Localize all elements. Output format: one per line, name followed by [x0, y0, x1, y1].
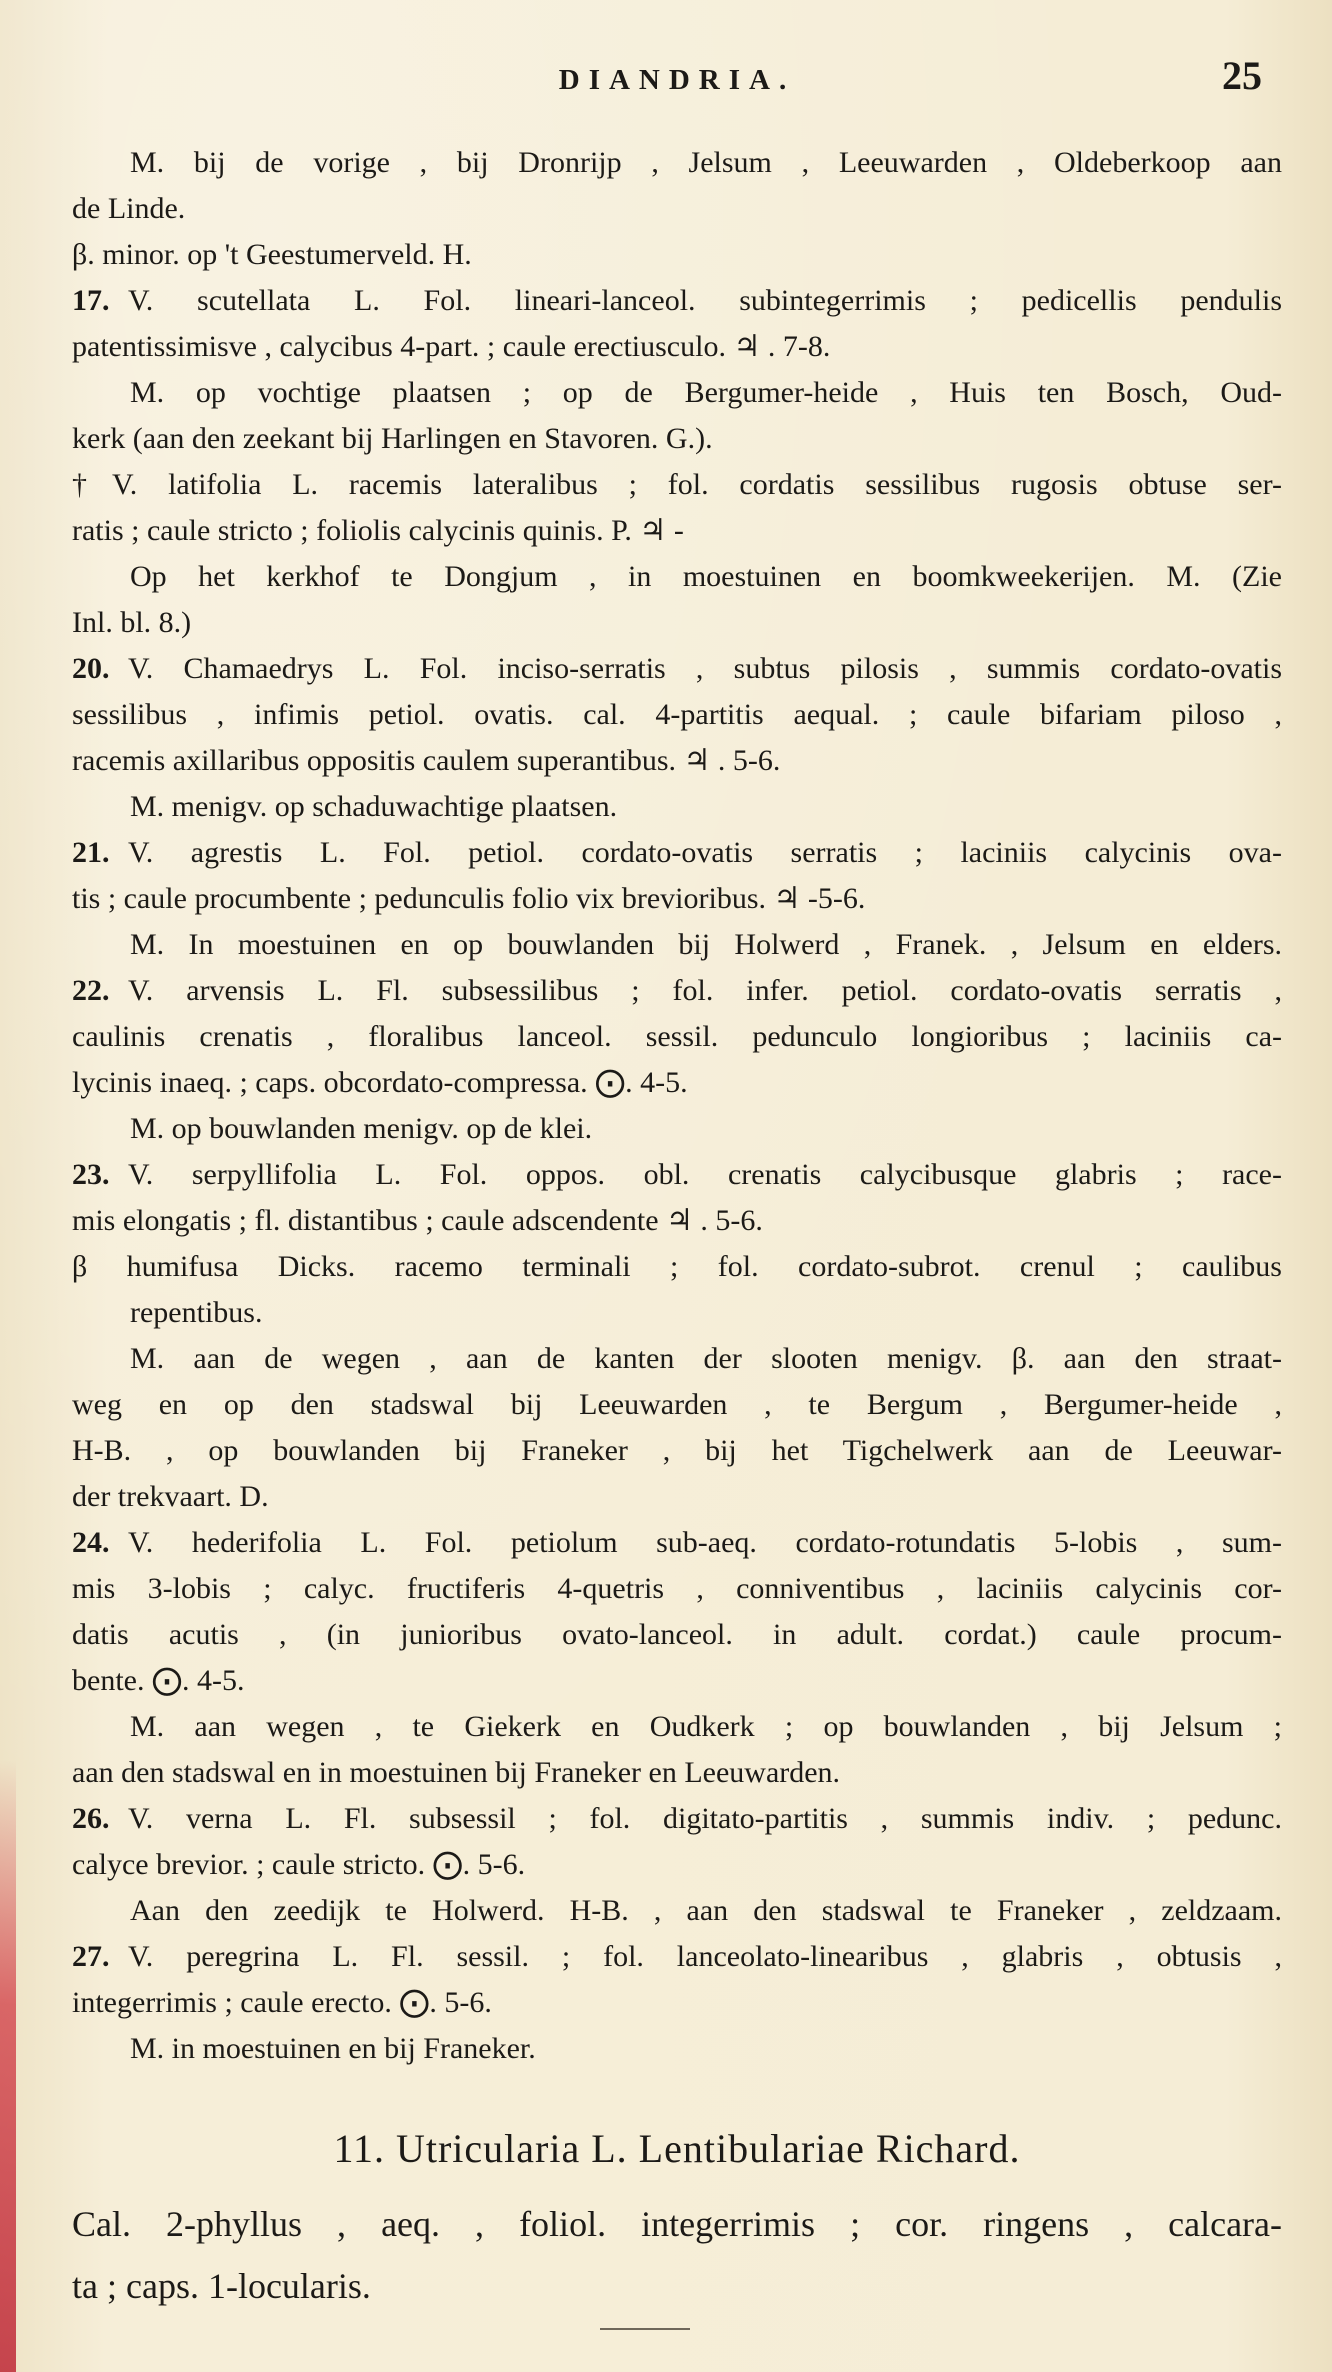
- text-line: [72, 1708, 1282, 1746]
- text-line: [72, 1800, 1282, 1838]
- line-text: aan den stadswal en in moestuinen bij Franeker en Leeuwarden.: [72, 1756, 841, 1789]
- text-line: [72, 1294, 1282, 1332]
- line-text: patentissimisve , calycibus 4-part. ; caule erectiusculo. ♃ . 7-8.: [72, 330, 831, 363]
- text-line: [72, 1202, 1282, 1240]
- text-line: [72, 144, 1282, 182]
- running-title: DIANDRIA.: [558, 64, 796, 96]
- line-text: caulinis crenatis , floralibus lanceol. sessil. pedunculo longioribus ; laciniis ca-: [72, 1020, 1282, 1053]
- text-line: [72, 190, 1282, 228]
- text-line: [72, 1432, 1282, 1470]
- text-line: [72, 1754, 1282, 1792]
- line-text: V. verna L. Fl. subsessil ; fol. digitato-partitis , summis indiv. ; pedunc.: [128, 1802, 1282, 1835]
- genus-heading: 11. Utricularia L. Lentibulariae Richard.: [333, 2126, 1021, 2171]
- line-text: tis ; caule procumbente ; pedunculis folio vix brevioribus. ♃ -5-6.: [72, 882, 866, 915]
- line-text: H-B. , op bouwlanden bij Franeker , bij het Tigchelwerk aan de Leeuwar-: [72, 1434, 1282, 1467]
- text-line: [72, 1340, 1282, 1378]
- line-text: M. in moestuinen en bij Franeker.: [130, 2032, 536, 2065]
- entry-number: 24.: [72, 1526, 110, 1559]
- text-line: [72, 880, 1282, 918]
- text-line: [72, 1984, 1282, 2022]
- line-text: der trekvaart. D.: [72, 1480, 269, 1513]
- text-line: [72, 604, 1282, 642]
- text-line: [72, 834, 1282, 872]
- text-body: [72, 144, 1282, 2068]
- text-line: [72, 788, 1282, 826]
- line-text: V. scutellata L. Fol. lineari-lanceol. subintegerrimis ; pedicellis pendulis: [128, 284, 1282, 317]
- line-text: integerrimis ; caule erecto. ⨀. 5-6.: [72, 1986, 492, 2019]
- line-text: ratis ; caule stricto ; foliolis calycinis quinis. P. ♃ -: [72, 514, 684, 547]
- text-line: [72, 558, 1282, 596]
- line-text: M. menigv. op schaduwachtige plaatsen.: [130, 790, 618, 823]
- text-line: [72, 1524, 1282, 1562]
- page-number: 25: [1222, 53, 1262, 98]
- text-line: [72, 926, 1282, 964]
- line-text: bente. ⨀. 4-5.: [72, 1664, 245, 1697]
- line-text: M. aan wegen , te Giekerk en Oudkerk ; op bouwlanden , bij Jelsum ;: [130, 1710, 1282, 1743]
- line-text: sessilibus , infimis petiol. ovatis. cal. 4-partitis aequal. ; caule bifariam piloso ,: [72, 698, 1282, 731]
- text-line: [72, 1478, 1282, 1516]
- text-line: [72, 1616, 1282, 1654]
- text-line: [72, 1248, 1282, 1286]
- line-text: V. latifolia L. racemis lateralibus ; fol. cordatis sessilibus rugosis obtuse ser-: [112, 468, 1282, 501]
- text-line: [72, 466, 1282, 504]
- line-text: mis elongatis ; fl. distantibus ; caule adscendente ♃ . 5-6.: [72, 1204, 763, 1237]
- line-text: kerk (aan den zeekant bij Harlingen en Stavoren. G.).: [72, 422, 713, 455]
- line-text: V. serpyllifolia L. Fol. oppos. obl. crenatis calycibusque glabris ; race-: [128, 1158, 1282, 1191]
- line-text: Inl. bl. 8.): [72, 606, 192, 639]
- line-text: weg en op den stadswal bij Leeuwarden , te Bergum , Bergumer-heide ,: [72, 1388, 1282, 1421]
- line-text: Op het kerkhof te Dongjum , in moestuinen en boomkweekerijen. M. (Zie: [130, 560, 1282, 593]
- line-text: M. In moestuinen en op bouwlanden bij Holwerd , Franek. , Jelsum en elders.: [130, 928, 1282, 961]
- entry-number: 22.: [72, 974, 110, 1007]
- text-line: [72, 1018, 1282, 1056]
- text-line: [72, 1938, 1282, 1976]
- text-line: [72, 1386, 1282, 1424]
- text-line: [72, 1846, 1282, 1884]
- text-line: [72, 1156, 1282, 1194]
- genus-description-line-1: Cal. 2-phyllus , aeq. , foliol. integerrimis ; cor. ringens , calcara-: [72, 2204, 1282, 2244]
- footer-rule: [600, 2328, 690, 2330]
- text-line: [72, 1064, 1282, 1102]
- line-text: M. op vochtige plaatsen ; op de Bergumer-heide , Huis ten Bosch, Oud-: [130, 376, 1282, 409]
- text-line: [72, 374, 1282, 412]
- line-text: datis acutis , (in junioribus ovato-lanceol. in adult. cordat.) caule procum-: [72, 1618, 1282, 1651]
- line-text: V. agrestis L. Fol. petiol. cordato-ovatis serratis ; laciniis calycinis ova-: [128, 836, 1282, 869]
- text-line: [72, 282, 1282, 320]
- line-text: M. aan de wegen , aan de kanten der slooten menigv. β. aan den straat-: [130, 1342, 1282, 1375]
- line-text: V. Chamaedrys L. Fol. inciso-serratis , subtus pilosis , summis cordato-ovatis: [128, 652, 1282, 685]
- line-text: β humifusa Dicks. racemo terminali ; fol. cordato-subrot. crenul ; caulibus: [72, 1250, 1282, 1283]
- line-text: V. arvensis L. Fl. subsessilibus ; fol. infer. petiol. cordato-ovatis serratis ,: [128, 974, 1282, 1007]
- entry-number: 26.: [72, 1802, 110, 1835]
- text-line: [72, 512, 1282, 550]
- genus-description-line-2: ta ; caps. 1-locularis.: [72, 2266, 371, 2306]
- line-text: calyce brevior. ; caule stricto. ⨀. 5-6.: [72, 1848, 526, 1881]
- entry-number: †: [72, 468, 87, 501]
- text-line: [72, 1570, 1282, 1608]
- line-text: V. peregrina L. Fl. sessil. ; fol. lanceolato-linearibus , glabris , obtusis ,: [128, 1940, 1282, 1973]
- entry-number: 27.: [72, 1940, 110, 1973]
- entry-number: 17.: [72, 284, 110, 317]
- running-head: [72, 52, 1282, 102]
- text-line: [72, 696, 1282, 734]
- text-line: [72, 972, 1282, 1010]
- text-line: [72, 650, 1282, 688]
- line-text: β. minor. op 't Geestumerveld. H.: [72, 238, 472, 271]
- line-text: lycinis inaeq. ; caps. obcordato-compressa. ⨀. 4-5.: [72, 1066, 688, 1099]
- entry-number: 20.: [72, 652, 110, 685]
- entry-number: 23.: [72, 1158, 110, 1191]
- text-line: [72, 2030, 1282, 2068]
- line-text: M. op bouwlanden menigv. op de klei.: [130, 1112, 593, 1145]
- line-text: racemis axillaribus oppositis caulem superantibus. ♃ . 5-6.: [72, 744, 781, 777]
- text-line: [72, 328, 1282, 366]
- text-line: [72, 420, 1282, 458]
- line-text: Aan den zeedijk te Holwerd. H-B. , aan den stadswal te Franeker , zeldzaam.: [130, 1894, 1282, 1927]
- text-line: [72, 742, 1282, 780]
- text-line: [72, 1892, 1282, 1930]
- line-text: repentibus.: [130, 1296, 263, 1329]
- line-text: M. bij de vorige , bij Dronrijp , Jelsum , Leeuwarden , Oldeberkoop aan: [130, 146, 1282, 179]
- line-text: mis 3-lobis ; calyc. fructiferis 4-quetris , conniventibus , laciniis calycinis cor-: [72, 1572, 1282, 1605]
- text-line: [72, 1662, 1282, 1700]
- text-line: [72, 236, 1282, 274]
- line-text: V. hederifolia L. Fol. petiolum sub-aeq. cordato-rotundatis 5-lobis , sum-: [128, 1526, 1282, 1559]
- page-edge-shadow: [0, 1760, 16, 2372]
- entry-number: 21.: [72, 836, 110, 869]
- line-text: de Linde.: [72, 192, 186, 225]
- text-line: [72, 1110, 1282, 1148]
